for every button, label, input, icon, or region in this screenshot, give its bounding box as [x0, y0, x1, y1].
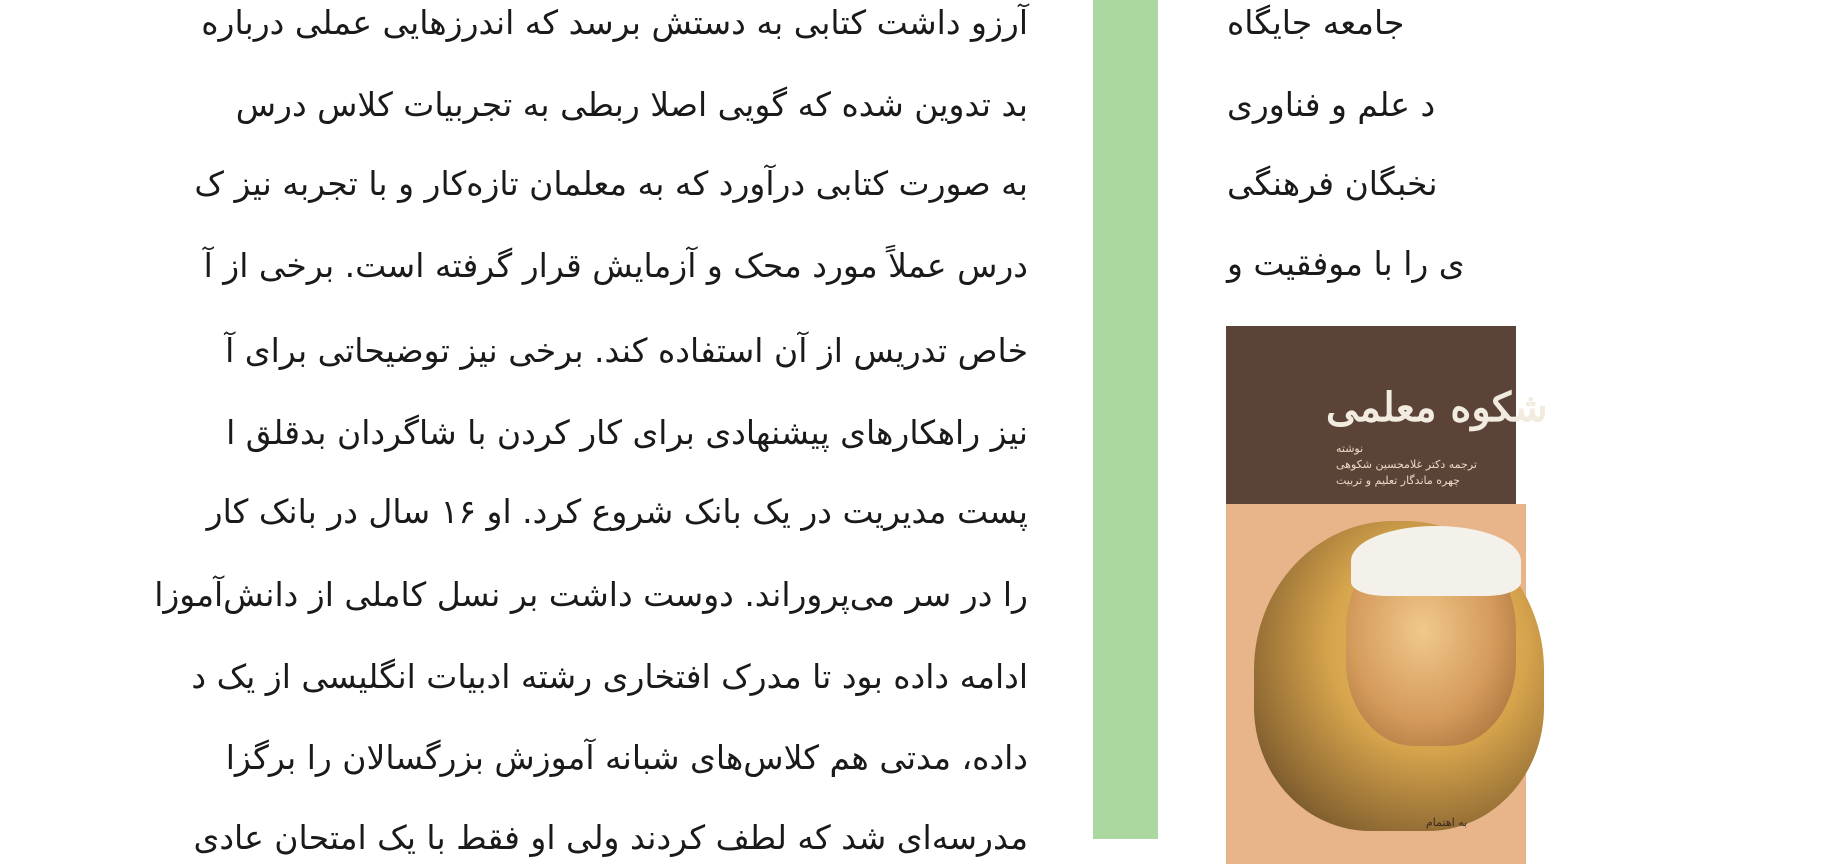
book-cover-publisher: به اهتمام: [1426, 816, 1468, 829]
article-line: درس عملاً مورد محک و آزمایش قرار گرفته است. برخی از آ: [203, 246, 1028, 285]
article-line: داده، مدتی هم کلاس‌های شبانه آموزش بزرگسالان را برگزا: [225, 738, 1028, 777]
article-line: ادامه داده بود تا مدرک افتخاری رشته ادبیات انگلیسی از یک د: [191, 657, 1028, 696]
article-line: مدرسه‌ای شد که لطف کردند ولی او فقط با یک امتحان عادی: [193, 818, 1028, 857]
side-text-line: [1227, 3, 1827, 43]
column-divider-bar: [1093, 0, 1158, 839]
side-text-line: [1227, 85, 1827, 125]
article-line: نیز راهکارهای پیشنهادی برای کار کردن با شاگردان بدقلق ا: [226, 413, 1028, 452]
side-text-line: [1227, 244, 1827, 284]
article-line: به صورت کتابی درآورد که به معلمان تازه‌کار و با تجربه نیز ک: [194, 164, 1028, 203]
side-text-span: ی را با موفقیت و: [1227, 244, 1465, 283]
article-line: پست مدیریت در یک بانک شروع کرد. او ۱۶ سال در بانک کار: [206, 492, 1028, 531]
side-text-span: جامعه جایگاه: [1227, 3, 1405, 42]
article-line: خاص تدریس از آن استفاده کند. برخی نیز توضیحاتی برای آ: [225, 331, 1028, 370]
book-cover-author-label: نوشته: [1336, 442, 1364, 455]
book-cover-portrait-hair: [1351, 526, 1521, 596]
side-text-line: [1227, 164, 1827, 204]
article-line: را در سر می‌پروراند. دوست داشت بر نسل کاملی از دانش‌آموزا: [154, 575, 1028, 614]
article-line: بد تدوین شده که گویی اصلا ربطی به تجربیات کلاس درس: [235, 85, 1028, 124]
book-cover-subtitle: چهره ماندگار تعلیم و تربیت: [1336, 474, 1460, 487]
article-line: آرزو داشت کتابی به دستش برسد که اندرزهایی عملی درباره: [201, 3, 1028, 42]
side-text-span: نخبگان فرهنگی: [1227, 164, 1438, 203]
book-cover-image: [1226, 326, 1548, 846]
book-cover-subtitle: ترجمه دکتر غلامحسین شکوهی: [1336, 458, 1477, 471]
book-cover-title: شکوه معلمی: [1326, 384, 1548, 431]
side-text-span: د علم و فناوری: [1227, 85, 1436, 124]
